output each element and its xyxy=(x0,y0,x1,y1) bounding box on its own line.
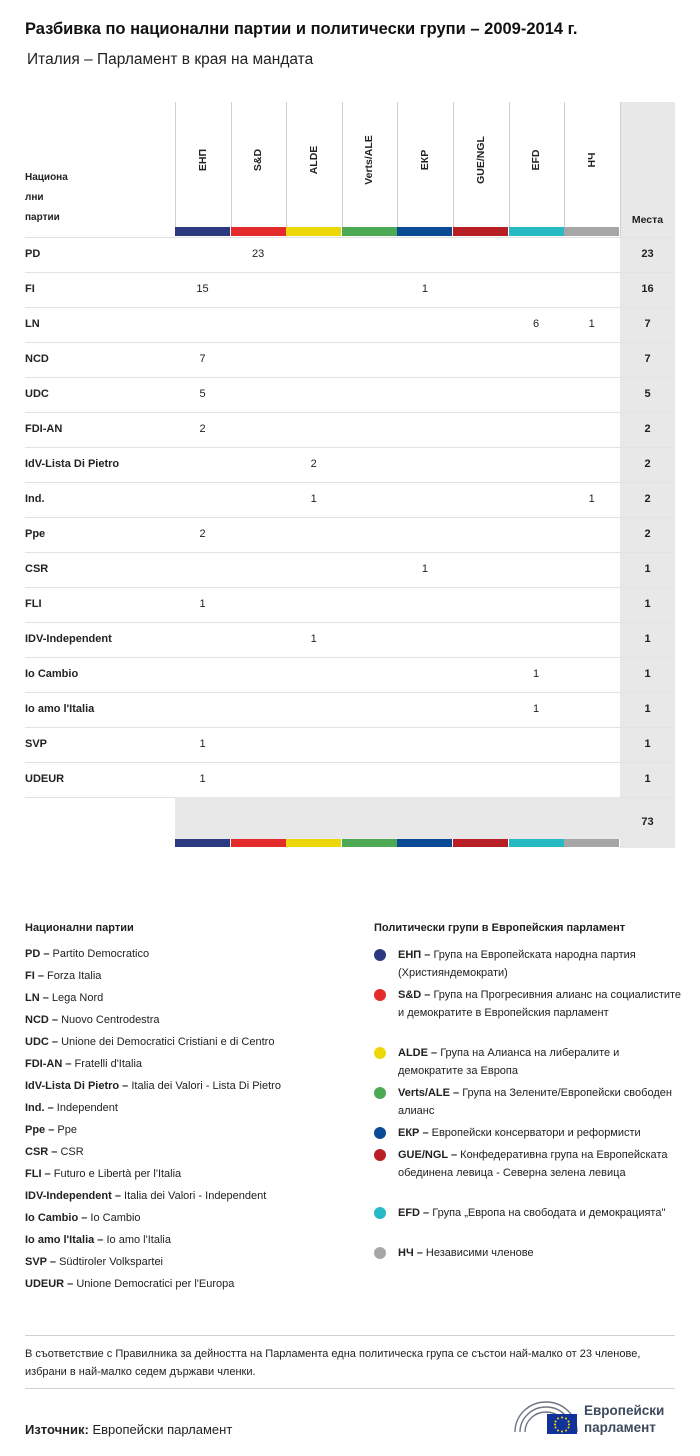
party-legend-item xyxy=(25,992,103,1004)
party-full-name: Lega Nord xyxy=(51,992,104,1004)
group-color-bar xyxy=(286,227,341,236)
row-total-cell: 7 xyxy=(644,353,651,365)
seat-count-cell: 1 xyxy=(421,563,428,575)
seat-count-cell: 7 xyxy=(199,353,206,365)
group-color-dot xyxy=(374,1127,386,1139)
party-full-name: Ppe xyxy=(57,1124,77,1136)
group-header-label: ЕНП xyxy=(196,148,209,172)
row-total-cell: 1 xyxy=(644,738,651,750)
seat-count-cell: 6 xyxy=(533,318,540,330)
party-abbr: Io Cambio – xyxy=(25,1212,88,1224)
group-color-bar xyxy=(397,227,452,236)
group-column-header xyxy=(509,102,564,227)
row-total-cell: 1 xyxy=(644,668,651,680)
table-row xyxy=(25,657,675,692)
party-full-name: Fratelli d'Italia xyxy=(74,1058,143,1070)
group-color-bar xyxy=(342,838,397,847)
party-legend-item xyxy=(25,948,149,960)
group-header-label: EFD xyxy=(530,149,543,171)
party-full-name: Io amo l'Italia xyxy=(106,1234,171,1246)
party-legend-item xyxy=(25,1036,274,1048)
party-name: FLI xyxy=(25,598,42,610)
group-color-bar xyxy=(342,227,397,236)
seat-count-cell: 23 xyxy=(251,248,265,260)
table-row xyxy=(25,482,675,517)
seat-count-cell: 1 xyxy=(199,738,206,750)
party-legend-item xyxy=(25,1102,118,1114)
table-row xyxy=(25,727,675,762)
table-row xyxy=(25,762,675,797)
seats-table xyxy=(25,102,675,848)
row-total-cell: 7 xyxy=(644,318,651,330)
party-name: FI xyxy=(25,283,35,295)
seat-count-cell: 1 xyxy=(199,773,206,785)
party-abbr: PD – xyxy=(25,948,50,960)
party-abbr: FDI-AN – xyxy=(25,1058,72,1070)
party-name: IDV-Independent xyxy=(25,633,112,645)
seat-count-cell: 1 xyxy=(533,668,540,680)
party-legend-item xyxy=(25,1168,181,1180)
party-name: UDEUR xyxy=(25,773,65,785)
footnote: В съответствие с Правилника за дейността на Парламента една политическа група се състои най-малко от 23 членове, избрани в най-малко седем държави членки. xyxy=(25,1348,641,1378)
party-full-name: Forza Italia xyxy=(47,970,102,982)
group-column-header xyxy=(453,102,508,227)
source xyxy=(25,1422,232,1437)
party-full-name: Partito Democratico xyxy=(52,948,150,960)
party-full-name: Unione dei Democratici Cristiani e di Centro xyxy=(61,1036,275,1048)
party-full-name: Nuovo Centrodestra xyxy=(61,1014,160,1026)
party-name: UDC xyxy=(25,388,49,400)
party-name: NCD xyxy=(25,353,49,365)
group-full-name: Група на Алианса на либералите и демократите за Европа xyxy=(398,1047,620,1077)
party-abbr: CSR – xyxy=(25,1146,58,1158)
party-legend-item xyxy=(25,1212,141,1224)
seat-count-cell: 1 xyxy=(199,598,206,610)
party-abbr: IdV-Lista Di Pietro – xyxy=(25,1080,129,1092)
group-abbr: EFD – xyxy=(398,1207,430,1219)
european-parliament-logo[interactable] xyxy=(513,1398,678,1438)
group-header-label: GUE/NGL xyxy=(474,136,487,184)
page-subtitle: Италия – Парламент в края на мандата xyxy=(27,51,314,68)
table-row xyxy=(25,517,675,552)
source-label: Източник: xyxy=(25,1422,89,1437)
group-legend-text xyxy=(398,986,682,1022)
party-abbr: Ppe – xyxy=(25,1124,55,1136)
group-abbr: ЕКР – xyxy=(398,1127,429,1139)
group-legend-text xyxy=(398,1044,682,1080)
party-abbr: NCD – xyxy=(25,1014,59,1026)
group-color-dot xyxy=(374,1207,386,1219)
group-color-bar xyxy=(175,838,230,847)
seat-count-cell: 1 xyxy=(310,633,317,645)
group-legend-text xyxy=(398,1244,682,1262)
group-header-label: S&D xyxy=(252,148,265,172)
party-legend-item xyxy=(25,1014,160,1026)
group-full-name: Група на Европейската народна партия (Християндемократи) xyxy=(398,949,636,979)
group-color-bar xyxy=(231,227,286,236)
table-row xyxy=(25,447,675,482)
party-name: FDI-AN xyxy=(25,423,63,435)
group-column-header xyxy=(286,102,341,227)
group-header-label: Verts/ALE xyxy=(363,135,376,185)
group-color-bar xyxy=(231,838,286,847)
group-abbr: ЕНП – xyxy=(398,949,431,961)
group-color-dot xyxy=(374,1247,386,1259)
group-full-name: Група „Европа на свободата и демокрацията" xyxy=(432,1207,666,1219)
table-row xyxy=(25,377,675,412)
group-color-dot xyxy=(374,1087,386,1099)
group-color-bar xyxy=(453,227,508,236)
source-value: Европейски парламент xyxy=(92,1422,233,1437)
party-full-name: CSR xyxy=(60,1146,84,1158)
seat-count-cell: 15 xyxy=(196,283,209,295)
group-full-name: Група на Зелените/Европейски свободен алианс xyxy=(398,1087,672,1117)
party-name: Ppe xyxy=(25,528,46,540)
group-header-label: ALDE xyxy=(307,145,320,175)
table-row xyxy=(25,307,675,342)
group-abbr: S&D – xyxy=(398,989,431,1001)
group-color-dot xyxy=(374,949,386,961)
group-color-dot xyxy=(374,989,386,1001)
party-name: IdV-Lista Di Pietro xyxy=(25,458,120,470)
row-total-cell: 1 xyxy=(644,598,651,610)
group-color-bar xyxy=(286,838,341,847)
group-column-header xyxy=(342,102,397,227)
row-total-cell: 1 xyxy=(644,633,651,645)
table-row xyxy=(25,622,675,657)
row-header-label: Национа лни партии xyxy=(25,172,68,223)
group-full-name: Независими членове xyxy=(425,1247,534,1259)
group-legend-text xyxy=(398,1204,682,1222)
group-full-name: Конфедеративна група на Европейската обединена левица - Северна зелена левица xyxy=(398,1149,668,1179)
row-total-cell: 2 xyxy=(644,493,651,505)
party-name: Ind. xyxy=(25,493,45,505)
group-color-bar xyxy=(453,838,508,847)
party-legend-item xyxy=(25,1278,234,1290)
seat-count-cell: 1 xyxy=(310,493,317,505)
row-total-cell: 2 xyxy=(644,458,651,470)
group-abbr: GUE/NGL – xyxy=(398,1149,458,1161)
seat-count-cell: 1 xyxy=(421,283,428,295)
party-full-name: Futuro e Libertà per l'Italia xyxy=(53,1168,182,1180)
group-color-bar xyxy=(564,838,619,847)
grand-total: 73 xyxy=(641,816,654,828)
group-header-label: ЕКР xyxy=(418,149,431,171)
party-name: SVP xyxy=(25,738,48,750)
header-separator xyxy=(620,102,621,236)
divider xyxy=(25,1335,675,1336)
page-title: Разбивка по национални партии и политически групи – 2009-2014 г. xyxy=(25,20,578,38)
group-full-name: Група на Прогресивния алианс на социалистите и демократите в Европейския парламент xyxy=(398,989,682,1019)
group-color-bar xyxy=(175,227,230,236)
group-color-dot xyxy=(374,1047,386,1059)
group-color-bar xyxy=(397,838,452,847)
seat-count-cell: 1 xyxy=(588,318,595,330)
table-row xyxy=(25,272,675,307)
party-full-name: Independent xyxy=(56,1102,118,1114)
party-legend-item xyxy=(25,1256,163,1268)
row-total-cell: 16 xyxy=(641,283,654,295)
table-row xyxy=(25,237,675,272)
party-abbr: Io amo l'Italia – xyxy=(25,1234,104,1246)
table-row xyxy=(25,692,675,727)
party-legend-item xyxy=(25,1190,266,1202)
seat-count-cell: 1 xyxy=(533,703,540,715)
totals-row-background xyxy=(175,797,620,839)
row-total-cell: 2 xyxy=(644,528,651,540)
group-legend-text xyxy=(398,1146,682,1182)
parliament-hemicycle-icon xyxy=(513,1398,579,1434)
party-full-name: Südtiroler Volkspartei xyxy=(59,1256,164,1268)
party-abbr: UDEUR – xyxy=(25,1278,74,1290)
group-legend-text xyxy=(398,1084,682,1120)
party-full-name: Italia dei Valori - Independent xyxy=(124,1190,267,1202)
party-full-name: Italia dei Valori - Lista Di Pietro xyxy=(131,1080,281,1092)
group-header-label: НЧ xyxy=(585,152,598,168)
row-total-cell: 1 xyxy=(644,773,651,785)
group-column-header xyxy=(397,102,452,227)
party-abbr: UDC – xyxy=(25,1036,59,1048)
party-abbr: SVP – xyxy=(25,1256,56,1268)
party-full-name: Unione Democratici per l'Europa xyxy=(76,1278,235,1290)
row-total-cell: 5 xyxy=(644,388,651,400)
logo-text: Европейски парламент xyxy=(584,1403,665,1435)
seat-count-cell: 2 xyxy=(199,423,206,435)
party-name: Io Cambio xyxy=(25,668,79,680)
table-row xyxy=(25,552,675,587)
group-column-header xyxy=(175,102,230,227)
group-legend-text xyxy=(398,946,682,982)
party-legend-item xyxy=(25,1124,77,1136)
group-abbr: НЧ – xyxy=(398,1247,423,1259)
row-total-cell: 23 xyxy=(641,248,654,260)
party-abbr: FLI – xyxy=(25,1168,51,1180)
seats-header: Места xyxy=(631,214,664,226)
party-full-name: Io Cambio xyxy=(90,1212,141,1224)
divider xyxy=(25,1388,675,1389)
party-legend-item xyxy=(25,1080,281,1092)
table-row xyxy=(25,587,675,622)
group-legend-text xyxy=(398,1124,682,1142)
table-row xyxy=(25,342,675,377)
party-name: LN xyxy=(25,318,40,330)
party-name: Io amo l'Italia xyxy=(25,703,95,715)
parties-legend-title: Национални партии xyxy=(25,922,134,934)
party-abbr: IDV-Independent – xyxy=(25,1190,121,1202)
group-color-dot xyxy=(374,1149,386,1161)
row-total-cell: 1 xyxy=(644,563,651,575)
party-name: PD xyxy=(25,248,41,260)
group-color-bar xyxy=(509,838,564,847)
table-row xyxy=(25,412,675,447)
group-abbr: Verts/ALE – xyxy=(398,1087,460,1099)
party-legend-item xyxy=(25,1058,142,1070)
group-color-bar xyxy=(564,227,619,236)
seat-count-cell: 2 xyxy=(199,528,206,540)
row-total-cell: 2 xyxy=(644,423,651,435)
party-legend-item xyxy=(25,970,101,982)
row-total-cell: 1 xyxy=(644,703,651,715)
seat-count-cell: 2 xyxy=(310,458,317,470)
party-abbr: Ind. – xyxy=(25,1102,54,1114)
party-legend-item xyxy=(25,1234,171,1246)
group-full-name: Европейски консерватори и реформисти xyxy=(431,1127,641,1139)
group-column-header xyxy=(564,102,619,227)
group-abbr: ALDE – xyxy=(398,1047,438,1059)
seat-count-cell: 5 xyxy=(199,388,206,400)
group-color-bar xyxy=(509,227,564,236)
party-name: CSR xyxy=(25,563,49,575)
party-abbr: LN – xyxy=(25,992,49,1004)
group-column-header xyxy=(231,102,286,227)
seat-count-cell: 1 xyxy=(588,493,595,505)
party-legend-item xyxy=(25,1146,84,1158)
groups-legend-title: Политически групи в Европейския парламент xyxy=(374,922,626,934)
party-abbr: FI – xyxy=(25,970,44,982)
